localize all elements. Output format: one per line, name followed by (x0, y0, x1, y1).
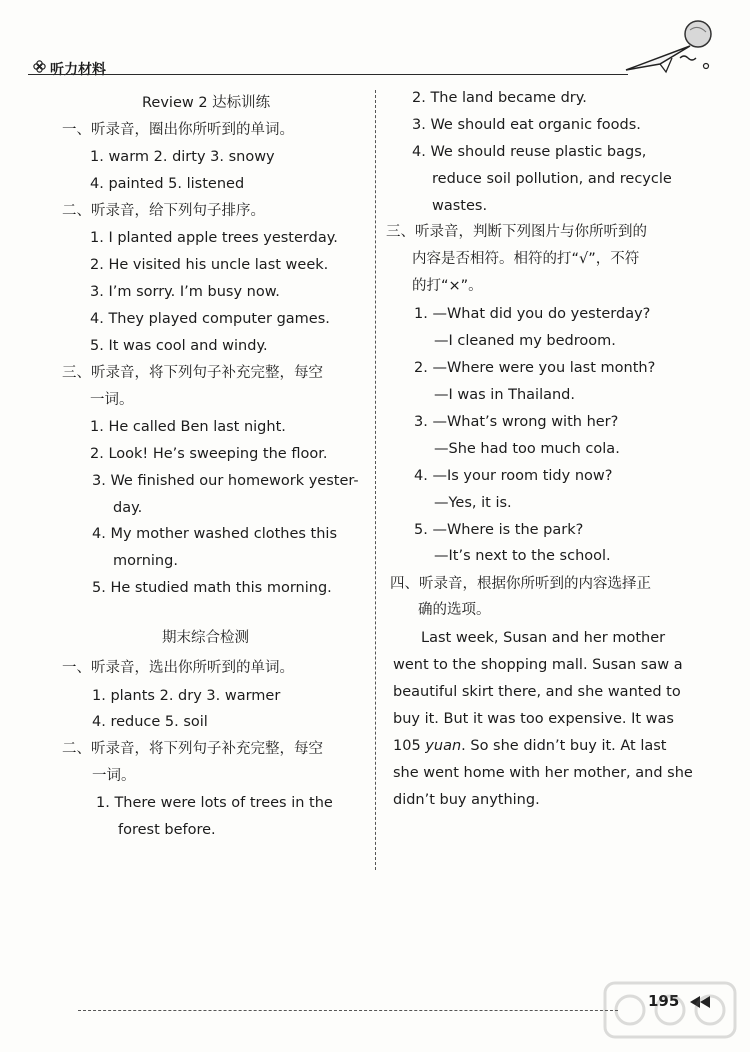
header-rule (28, 74, 628, 75)
dialogue-answer: —Yes, it is. (434, 495, 512, 511)
list-item-cont: forest before. (118, 822, 216, 838)
section-heading-cont: 的打“×”。 (412, 278, 483, 294)
final-test-title: 期末综合检测 (162, 630, 249, 646)
column-divider (375, 90, 376, 870)
word-row: 1. plants 2. dry 3. warmer (92, 688, 281, 704)
list-item-cont: wastes. (432, 198, 488, 214)
list-item: 2. Look! He’s sweeping the floor. (90, 446, 328, 462)
paper-plane-icon (620, 18, 730, 78)
section-heading: 一、听录音，圈出你所听到的单词。 (62, 122, 294, 138)
list-item: 2. The land became dry. (412, 90, 587, 106)
section-heading-cont: 内容是否相符。相符的打“√”，不符 (412, 251, 640, 267)
page-number: 195 (648, 992, 680, 1010)
list-item: 3. We should eat organic foods. (412, 117, 641, 133)
footer-rule (78, 1010, 618, 1011)
watermark-logo (600, 975, 740, 1045)
passage-line (393, 736, 667, 756)
section-heading: 四、听录音，根据你所听到的内容选择正 (390, 576, 651, 592)
list-item: 3. I’m sorry. I’m busy now. (90, 284, 280, 300)
list-item: 1. He called Ben last night. (90, 419, 286, 435)
section-heading: 三、听录音，判断下列图片与你所听到的 (386, 224, 647, 240)
section-heading-cont: 确的选项。 (418, 602, 491, 618)
passage-text: 105 (393, 738, 426, 754)
dialogue-question: 1. —What did you do yesterday? (414, 306, 651, 322)
section-heading-cont: 一词。 (92, 768, 136, 784)
passage-line: she went home with her mother, and she (393, 765, 693, 781)
passage-line: Last week, Susan and her mother (421, 630, 666, 646)
section-heading: 三、听录音，将下列句子补充完整，每空 (62, 365, 323, 381)
section-heading: 二、听录音，将下列句子补充完整，每空 (62, 741, 323, 757)
flower-icon (33, 60, 46, 73)
word-row: 1. warm 2. dirty 3. snowy (90, 149, 275, 165)
list-item-cont: reduce soil pollution, and recycle (432, 171, 672, 187)
dialogue-answer: —I was in Thailand. (434, 387, 575, 403)
list-item: 1. There were lots of trees in the (96, 795, 333, 811)
review-title: Review 2 达标训练 (142, 95, 271, 111)
dialogue-question: 4. —Is your room tidy now? (414, 468, 613, 484)
dialogue-question: 5. —Where is the park? (414, 522, 584, 538)
passage-line: buy it. But it was too expensive. It was (393, 711, 674, 727)
list-item: 4. My mother washed clothes this (92, 526, 338, 542)
list-item: 2. He visited his uncle last week. (90, 257, 329, 273)
list-item: 4. They played computer games. (90, 311, 330, 327)
passage-italic: yuan (425, 738, 462, 754)
list-item: 3. We finished our homework yester- (92, 473, 359, 489)
list-item: 4. We should reuse plastic bags, (412, 144, 647, 160)
list-item-cont: morning. (113, 553, 178, 569)
word-row: 4. painted 5. listened (90, 176, 245, 192)
passage-text: . So she didn’t buy it. At last (461, 738, 667, 754)
list-item: 1. I planted apple trees yesterday. (90, 230, 338, 246)
passage-line: beautiful skirt there, and she wanted to (393, 684, 681, 700)
dialogue-answer: —It’s next to the school. (434, 548, 611, 564)
section-heading: 一、听录音，选出你所听到的单词。 (62, 660, 294, 676)
list-item: 5. It was cool and windy. (90, 338, 268, 354)
dialogue-question: 3. —What’s wrong with her? (414, 414, 619, 430)
dialogue-answer: —I cleaned my bedroom. (434, 333, 616, 349)
passage-line: went to the shopping mall. Susan saw a (393, 657, 683, 673)
dialogue-answer: —She had too much cola. (434, 441, 620, 457)
word-row: 4. reduce 5. soil (92, 714, 208, 730)
dialogue-question: 2. —Where were you last month? (414, 360, 656, 376)
passage-line: didn’t buy anything. (393, 792, 540, 808)
section-heading-cont: 一词。 (90, 392, 134, 408)
list-item-cont: day. (113, 500, 143, 516)
header-title: 听力材料 (50, 62, 106, 78)
list-item: 5. He studied math this morning. (92, 580, 332, 596)
section-heading: 二、听录音，给下列句子排序。 (62, 203, 265, 219)
